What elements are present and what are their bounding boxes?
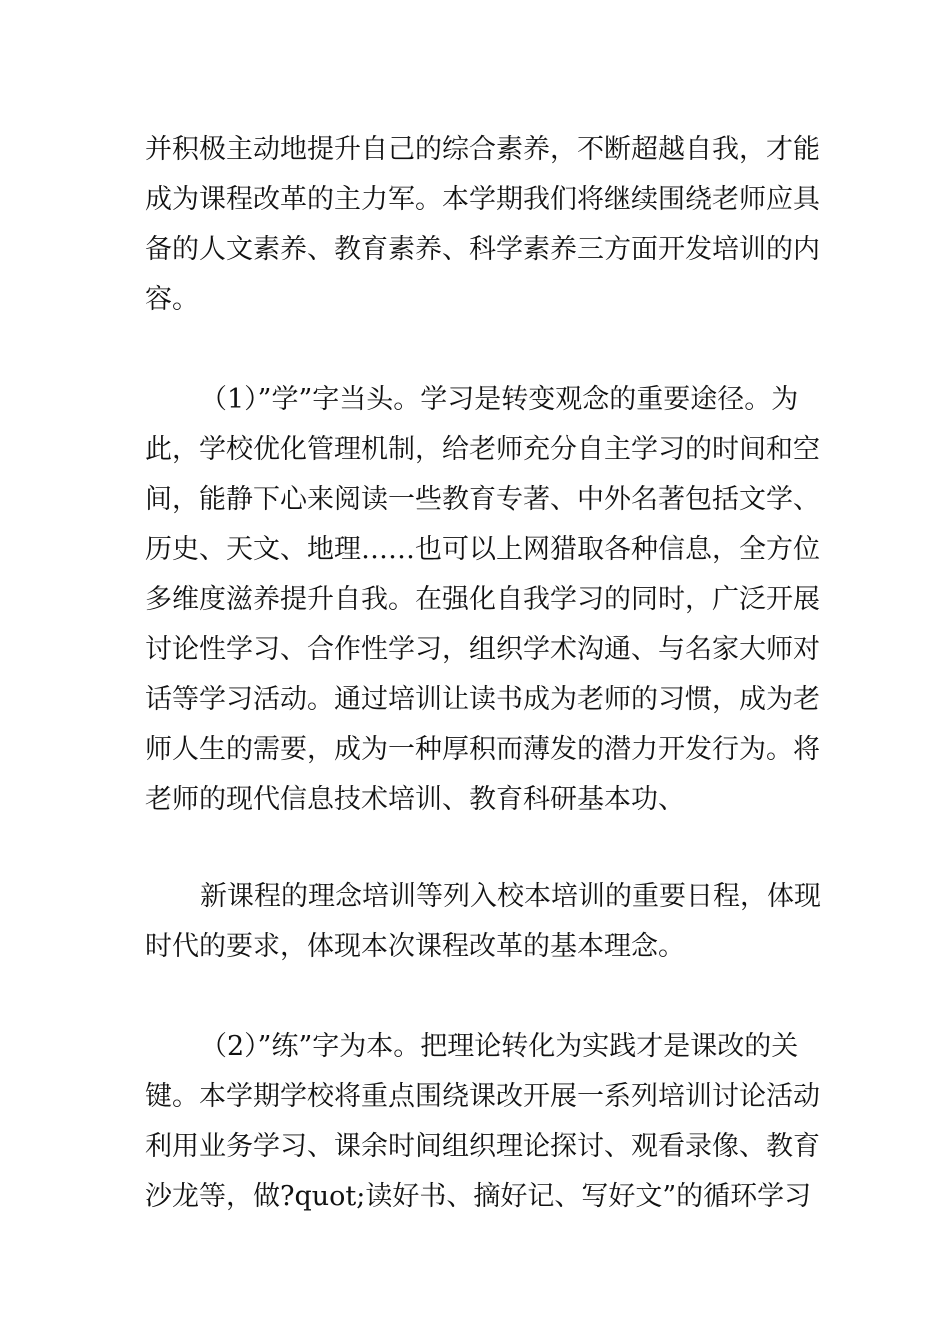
- text-line: 话等学习活动。通过培训让读书成为老师的习惯，成为老: [145, 684, 820, 715]
- text-line: 利用业务学习、课余时间组织理论探讨、观看录像、教育: [145, 1131, 820, 1162]
- text-line: 键。本学期学校将重点围绕课改开展一系列培训讨论活动: [145, 1081, 820, 1112]
- text-line: 新课程的理念培训等列入校本培训的重要日程，体现: [200, 881, 821, 912]
- text-line: （1）”学”字当头。学习是转变观念的重要途径。为: [200, 384, 799, 415]
- text-line: 容。: [145, 284, 199, 315]
- text-line: 讨论性学习、合作性学习，组织学术沟通、与名家大师对: [145, 634, 820, 665]
- text-line: 时代的要求，体现本次课程改革的基本理念。: [145, 931, 685, 962]
- text-line: 老师的现代信息技术培训、教育科研基本功、: [145, 784, 685, 815]
- text-line: 沙龙等，做?quot;读好书、摘好记、写好文”的循环学习: [145, 1181, 812, 1212]
- text-line: 备的人文素养、教育素养、科学素养三方面开发培训的内: [145, 234, 820, 265]
- text-line: 间，能静下心来阅读一些教育专著、中外名著包括文学、: [145, 484, 820, 515]
- text-line: 成为课程改革的主力军。本学期我们将继续围绕老师应具: [145, 184, 820, 215]
- text-line: 师人生的需要，成为一种厚积而薄发的潜力开发行为。将: [145, 734, 820, 765]
- text-line: 多维度滋养提升自我。在强化自我学习的同时，广泛开展: [145, 584, 820, 615]
- text-line: （2）”练”字为本。把理论转化为实践才是课改的关: [200, 1031, 799, 1062]
- text-line: 此，学校优化管理机制，给老师充分自主学习的时间和空: [145, 434, 820, 465]
- text-line: 历史、天文、地理……也可以上网猎取各种信息，全方位: [145, 534, 820, 565]
- text-line: 并积极主动地提升自己的综合素养，不断超越自我，才能: [145, 134, 820, 165]
